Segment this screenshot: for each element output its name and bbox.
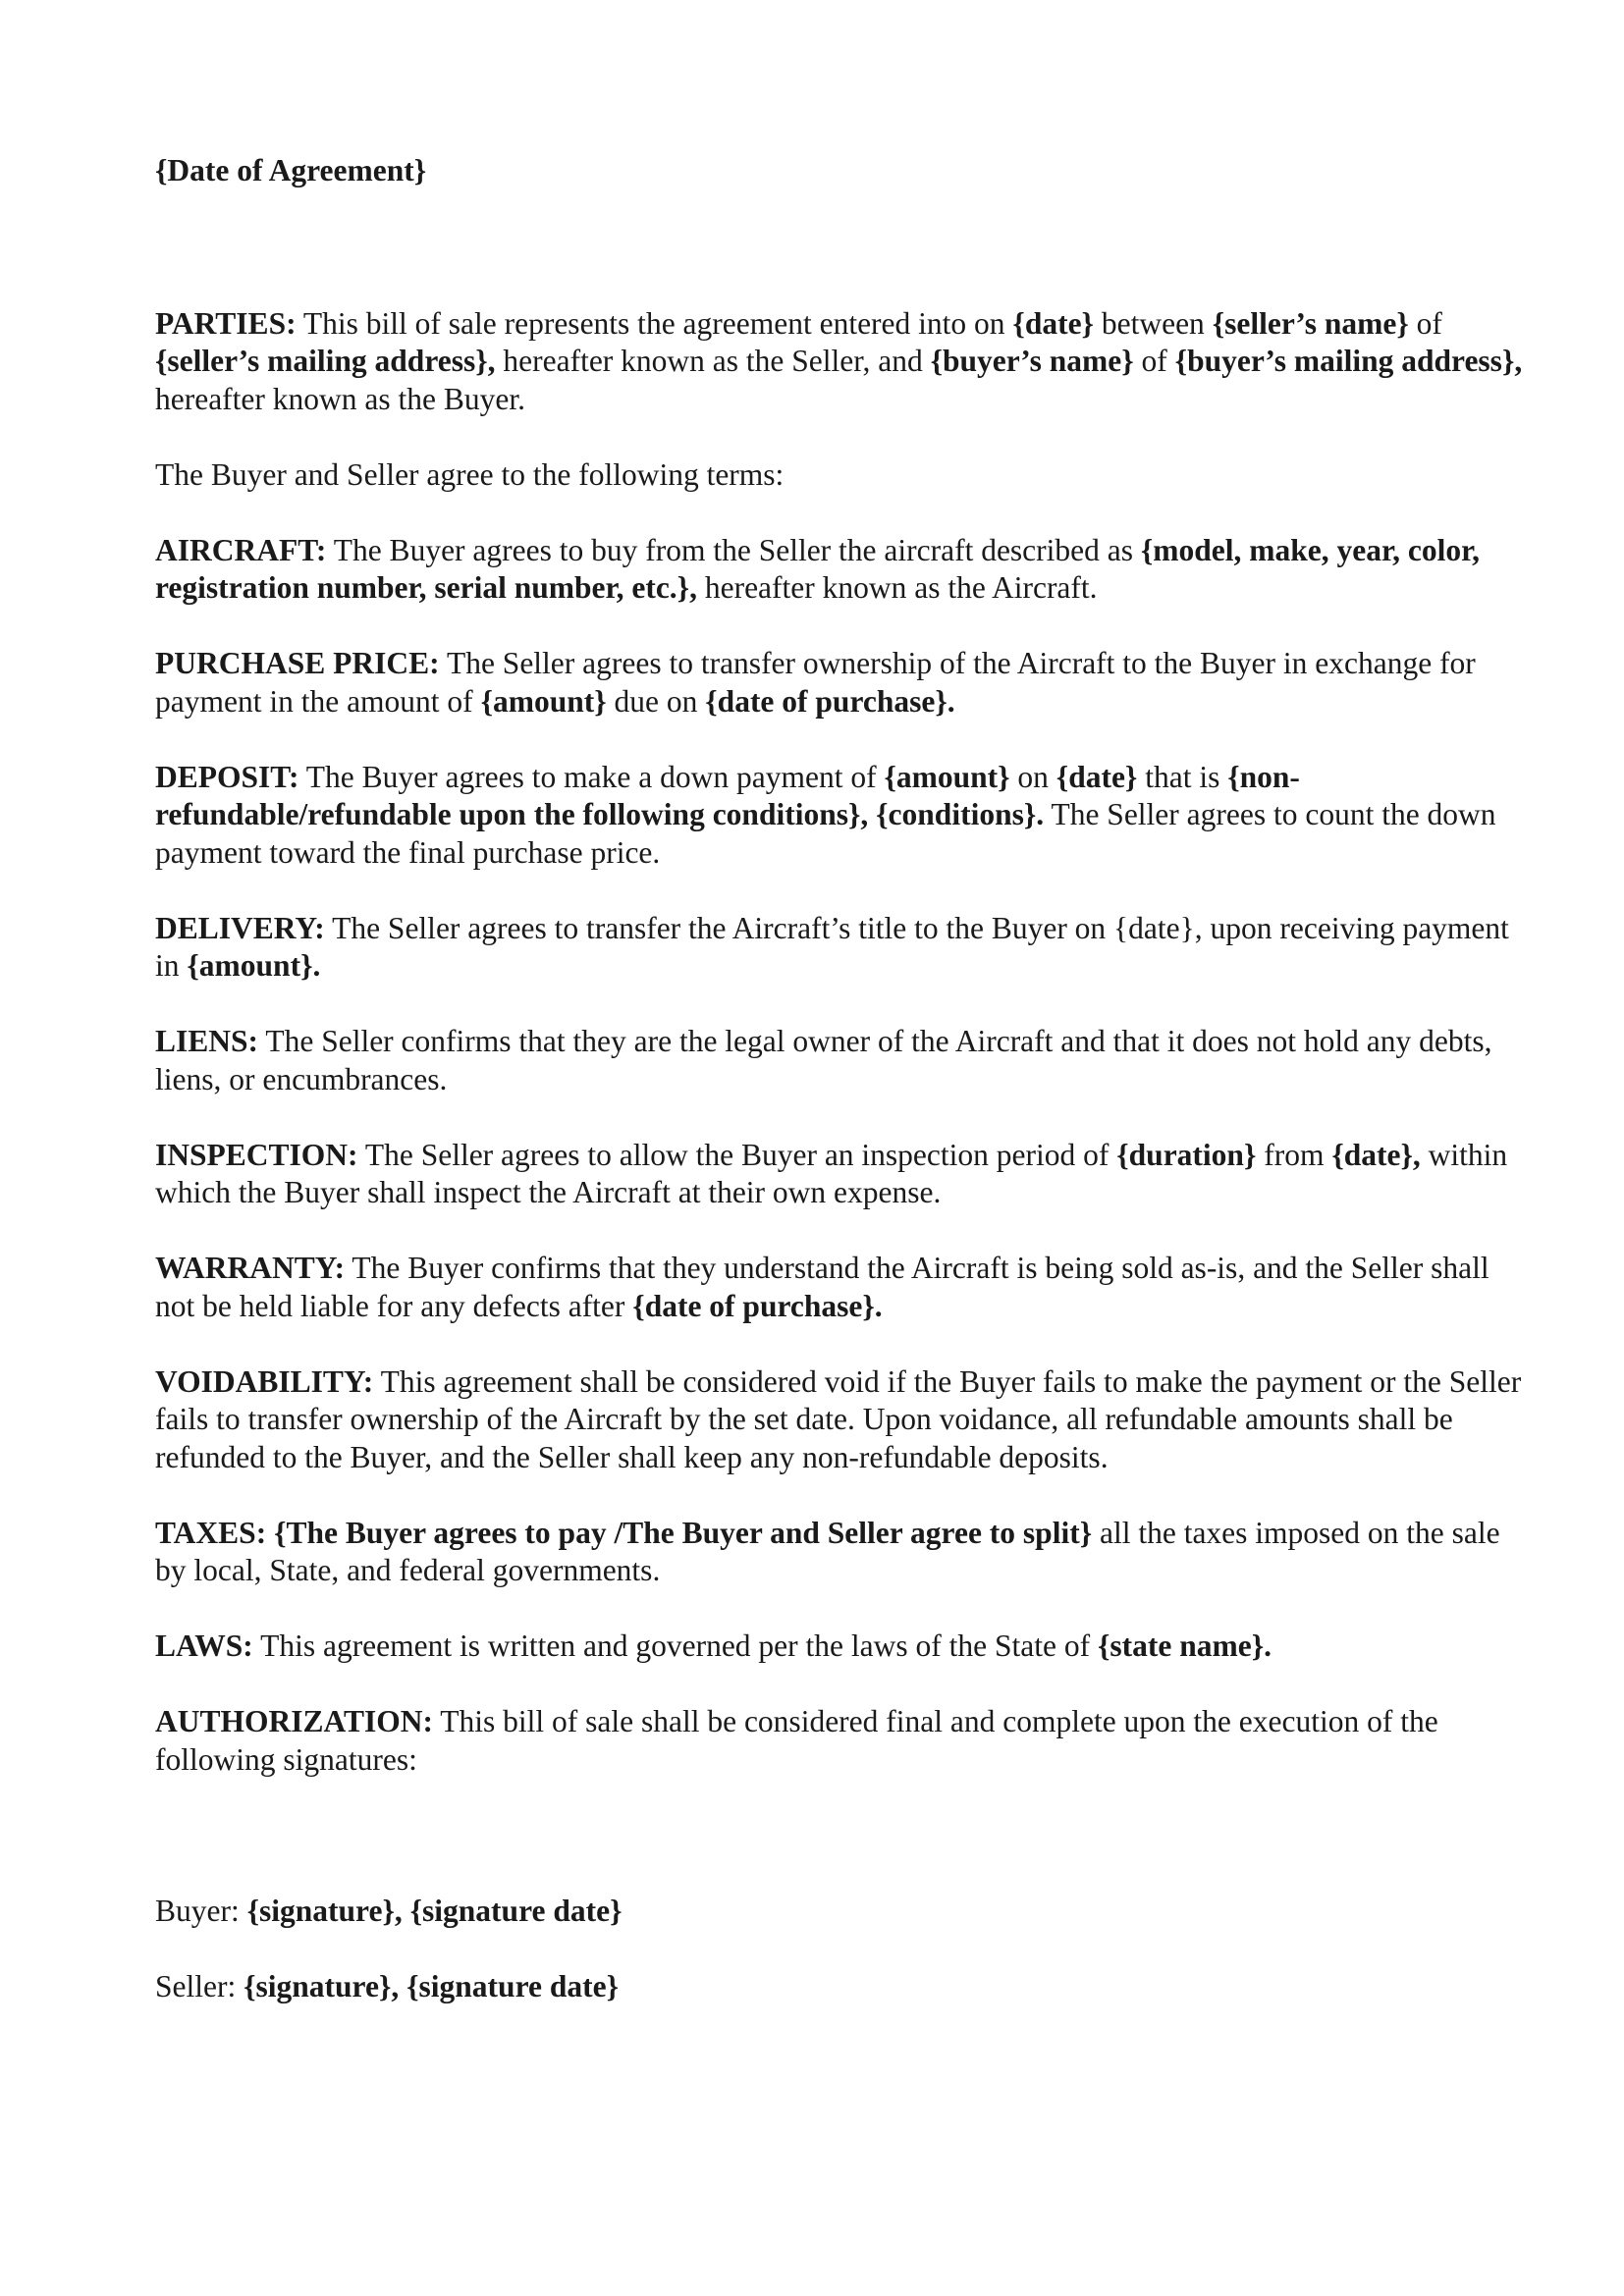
clause-label: AIRCRAFT: xyxy=(155,532,327,567)
authorization-clause: AUTHORIZATION: This bill of sale shall be considered final and complete upon the execution of the following signatures: xyxy=(155,1704,1438,1777)
liens-clause: LIENS: The Seller confirms that they are the legal owner of the Aircraft and that it does not hold any debts, liens, or encumbrances. xyxy=(155,1024,1492,1096)
clause-label: PURCHASE PRICE: xyxy=(155,646,440,680)
clause-label: DELIVERY: xyxy=(155,910,325,945)
clause-label: INSPECTION: xyxy=(155,1137,358,1172)
parties-clause: PARTIES: This bill of sale represents the agreement entered into on {date} between {seller’s name} of {seller’s mailing address}, hereafter known as the Seller, and {buyer’s name} of {buyer’s mailing address}, hereafter known as the Buyer. xyxy=(155,305,1523,416)
laws-clause: LAWS: This agreement is written and governed per the laws of the State of {state name}. xyxy=(155,1629,1272,1663)
seller-signature-line xyxy=(155,1968,1530,2006)
clause-label: AUTHORIZATION: xyxy=(155,1704,433,1738)
clause-label: DEPOSIT: xyxy=(155,759,299,794)
clause-label: TAXES: xyxy=(155,1515,267,1550)
seller-signature-label: Seller: xyxy=(155,1969,244,2003)
aircraft-clause: AIRCRAFT: The Buyer agrees to buy from the Seller the aircraft described as {model, make, year, color, registration number, serial number, etc.}, hereafter known as the Aircraft. xyxy=(155,532,1481,605)
taxes-clause: TAXES: {The Buyer agrees to pay /The Buyer and Seller agree to split} all the taxes imposed on the sale by local, State, and federal governments. xyxy=(155,1515,1500,1587)
deposit-clause: DEPOSIT: The Buyer agrees to make a down payment of {amount} on {date} that is {non-refundable/refundable upon the following conditions}, {conditions}. The Seller agrees to count the down payment toward the final purchase price. xyxy=(155,759,1496,870)
clause-label: VOIDABILITY: xyxy=(155,1363,374,1399)
buyer-signature-field: {signature}, {signature date} xyxy=(246,1894,623,1928)
warranty-clause: WARRANTY: The Buyer confirms that they understand the Aircraft is being sold as-is, and the Seller shall not be held liable for any defects after {date of purchase}. xyxy=(155,1251,1489,1323)
buyer-signature-label: Buyer: xyxy=(155,1894,247,1928)
clause-label: LIENS: xyxy=(155,1024,259,1058)
buyer-signature-line xyxy=(155,1893,1530,1931)
terms-intro: The Buyer and Seller agree to the following terms: xyxy=(155,456,785,492)
clause-label: PARTIES: xyxy=(155,305,297,341)
inspection-clause: INSPECTION: The Seller agrees to allow the Buyer an inspection period of {duration} from {date}, within which the Buyer shall inspect the Aircraft at their own expense. xyxy=(155,1137,1508,1209)
purchase-price-clause: PURCHASE PRICE: The Seller agrees to transfer ownership of the Aircraft to the Buyer in exchange for payment in the amount of {amount} due on {date of purchase}. xyxy=(155,646,1476,719)
clause-label: WARRANTY: xyxy=(155,1251,346,1285)
voidability-clause: VOIDABILITY: This agreement shall be considered void if the Buyer fails to make the payment or the Seller fails to transfer ownership of the Aircraft by the set date. Upon voidance, all refundable amounts shall be refunded to the Buyer, and the Seller shall keep any non-refundable deposits. xyxy=(155,1363,1522,1474)
date-of-agreement-heading: {Date of Agreement} xyxy=(155,153,427,187)
clause-label: LAWS: xyxy=(155,1629,253,1663)
document-body xyxy=(155,152,1530,2044)
delivery-clause: DELIVERY: The Seller agrees to transfer the Aircraft’s title to the Buyer on {date}, upon receiving payment in {amount}. xyxy=(155,910,1509,983)
seller-signature-field: {signature}, {signature date} xyxy=(244,1969,619,2003)
